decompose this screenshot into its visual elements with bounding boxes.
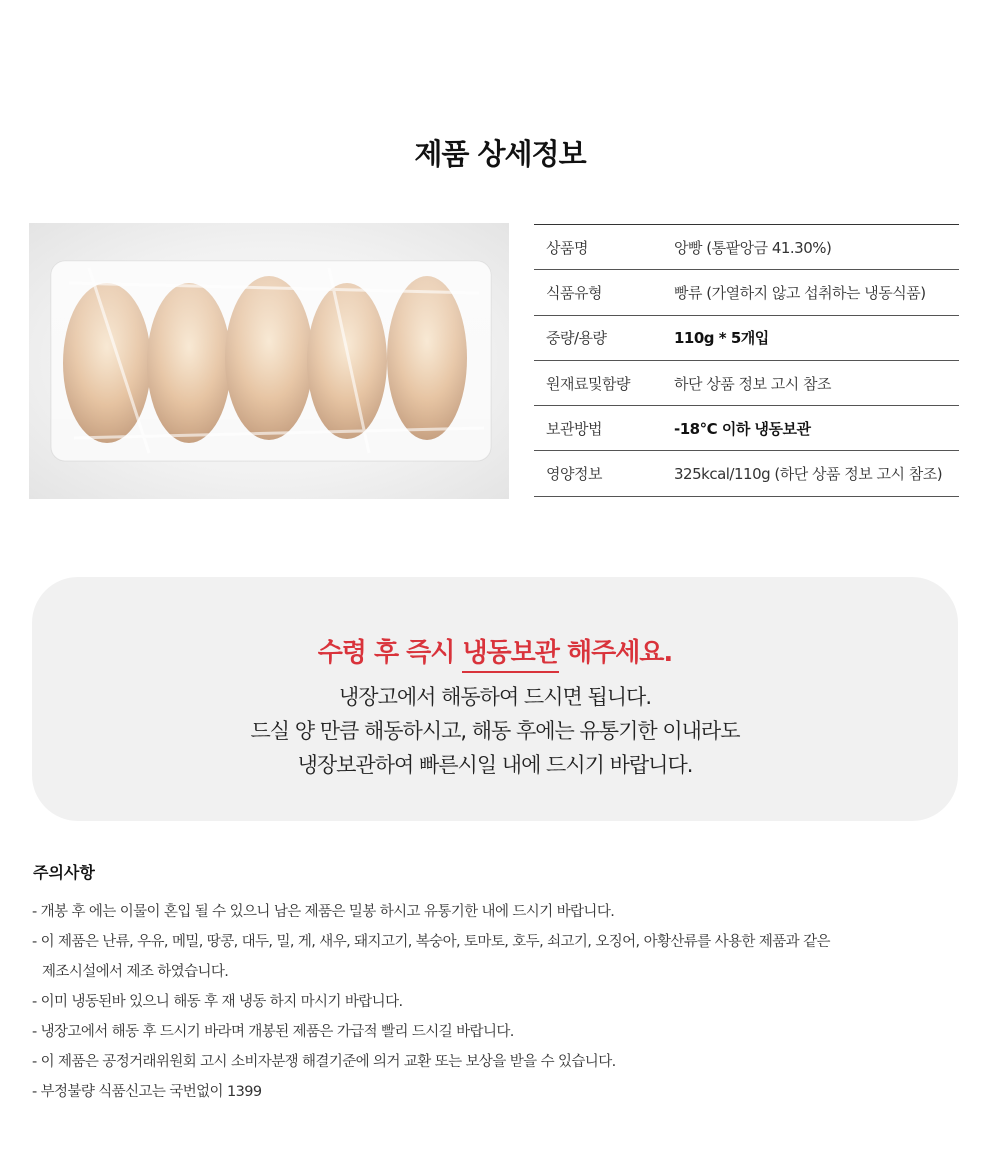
spec-value: 하단 상품 정보 고시 참조	[674, 374, 831, 393]
caution-item	[32, 1077, 972, 1107]
spec-row	[534, 225, 959, 270]
caution-item	[32, 927, 972, 987]
spec-label: 원재료및함량	[546, 374, 630, 393]
caution-item-text: - 냉장고에서 해동 후 드시기 바라며 개봉된 제품은 가급적 빨리 드시길 바랍니다.	[32, 1024, 514, 1040]
caution-item-text: - 이 제품은 공정거래위원회 고시 소비자분쟁 해결기준에 의거 교환 또는 보상을 받을 수 있습니다.	[32, 1054, 616, 1070]
storage-notice-box	[32, 577, 958, 821]
caution-item	[32, 1047, 972, 1077]
spec-row	[534, 361, 959, 406]
storage-notice-text	[32, 680, 958, 782]
spec-value: 110g * 5개입	[674, 329, 769, 348]
caution-item	[32, 897, 972, 927]
product-photo	[29, 223, 509, 499]
headline-highlight: 냉동보관	[462, 638, 558, 673]
spec-row	[534, 406, 959, 451]
caution-list	[32, 897, 972, 1107]
spec-label: 식품유형	[546, 283, 602, 302]
notice-line: 드실 양 만큼 해동하시고, 해동 후에는 유통기한 이내라도	[250, 719, 740, 743]
caution-item-continuation: 제조시설에서 제조 하였습니다.	[42, 964, 229, 980]
spec-label: 보관방법	[546, 419, 602, 438]
spec-value: 앙빵 (통팥앙금 41.30%)	[674, 238, 832, 257]
caution-title: 주의사항	[33, 863, 95, 882]
spec-row	[534, 451, 959, 496]
notice-line: 냉장고에서 해동하여 드시면 됩니다.	[339, 685, 651, 709]
caution-item-text: - 이 제품은 난류, 우유, 메밀, 땅콩, 대두, 밀, 게, 새우, 돼지고기, 복숭아, 토마토, 호두, 쇠고기, 오징어, 아황산류를 사용한 제품과 같은	[32, 934, 830, 950]
spec-value: -18°C 이하 냉동보관	[674, 419, 811, 438]
spec-value: 빵류 (가열하지 않고 섭취하는 냉동식품)	[674, 283, 926, 302]
caution-item	[32, 1017, 972, 1047]
spec-label: 중량/용량	[546, 329, 607, 348]
spec-row	[534, 270, 959, 315]
spec-label: 상품명	[546, 238, 588, 257]
spec-row	[534, 316, 959, 361]
bread-package-image	[29, 223, 509, 499]
caution-item-text: - 부정불량 식품신고는 국번없이 1399	[32, 1084, 262, 1100]
spec-value: 325kcal/110g (하단 상품 정보 고시 참조)	[674, 465, 943, 484]
spec-table	[534, 224, 959, 497]
caution-item-text: - 이미 냉동된바 있으니 해동 후 재 냉동 하지 마시기 바랍니다.	[32, 994, 403, 1010]
page-title: 제품 상세정보	[414, 137, 586, 171]
spec-label: 영양정보	[546, 465, 602, 484]
notice-line: 냉장보관하여 빠른시일 내에 드시기 바랍니다.	[297, 753, 693, 777]
caution-item	[32, 987, 972, 1017]
storage-notice-headline: 수령 후 즉시 냉동보관 해주세요.	[32, 632, 958, 669]
caution-item-text: - 개봉 후 에는 이물이 혼입 될 수 있으니 남은 제품은 밀봉 하시고 유통기한 내에 드시기 바랍니다.	[32, 904, 615, 920]
